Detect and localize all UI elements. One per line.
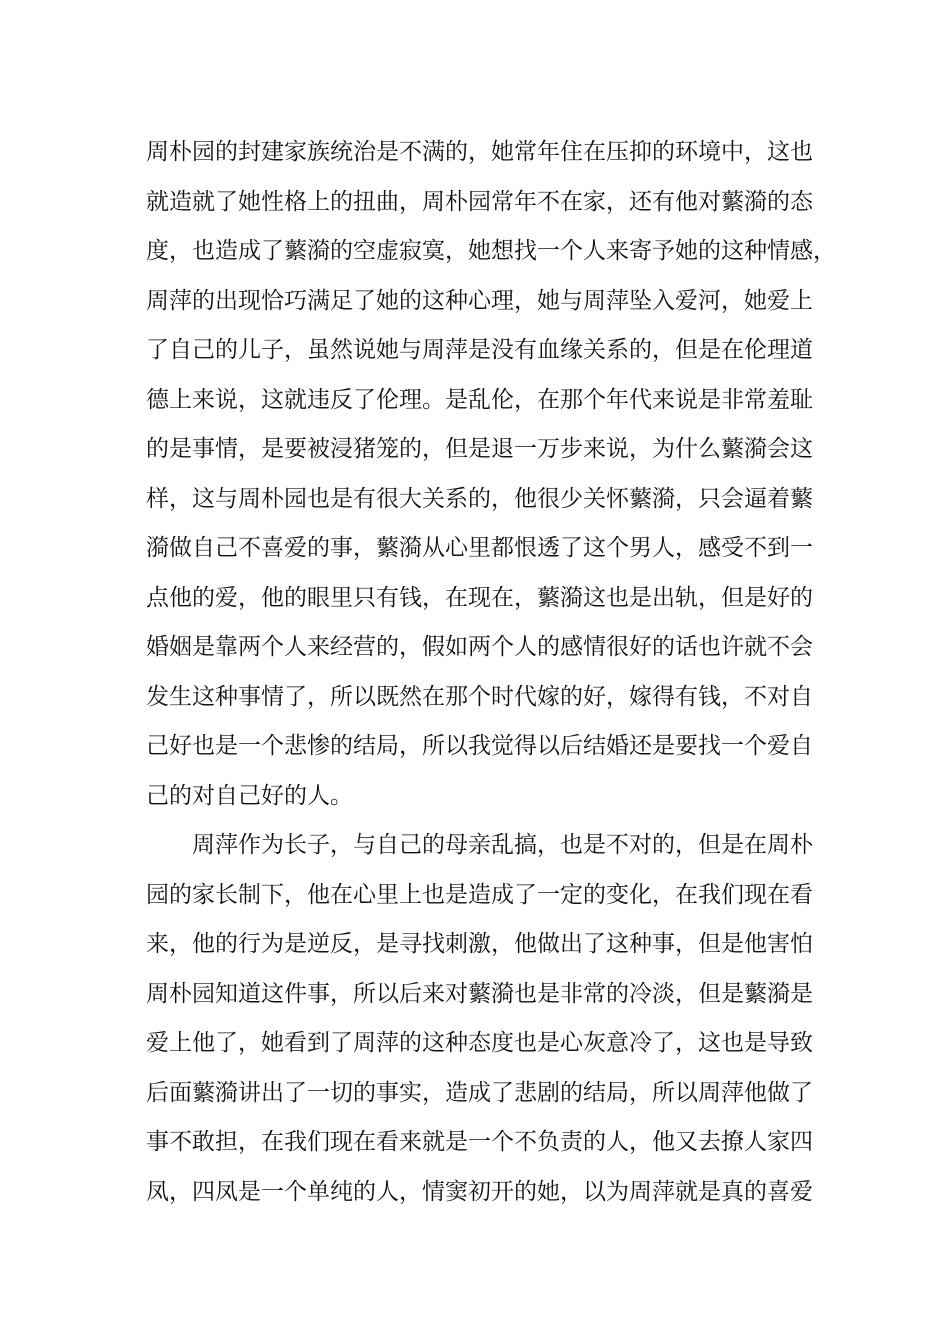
text-line: 凤，四凤是一个单纯的人，情窦初开的她，以为周萍就是真的喜爱 xyxy=(146,1178,813,1205)
text-line: 己好也是一个悲惨的结局，所以我觉得以后结婚还是要找一个爱自 xyxy=(146,733,813,759)
text-line: 周萍的出现恰巧满足了她的这种心理，她与周萍坠入爱河，她爱上 xyxy=(146,287,813,314)
paragraph-first-line: 周萍作为长子，与自己的母亲乱搞，也是不对的，但是在周朴 xyxy=(192,832,813,858)
text-line: 漪做自己不喜爱的事，蘩漪从心里都恨透了这个男人，感受不到一 xyxy=(146,535,813,561)
text-line: 周朴园的封建家族统治是不满的，她常年住在压抑的环境中，这也 xyxy=(146,139,813,165)
text-line: 己的对自己好的人。 xyxy=(146,782,353,809)
text-line: 周朴园知道这件事，所以后来对蘩漪也是非常的冷淡，但是蘩漪是 xyxy=(146,980,813,1007)
text-line: 后面蘩漪讲出了一切的事实，造成了悲剧的结局，所以周萍他做了 xyxy=(146,1079,813,1106)
text-line: 的是事情，是要被浸猪笼的，但是退一万步来说，为什么蘩漪会这 xyxy=(146,436,813,462)
text-line: 发生这种事情了，所以既然在那个时代嫁的好，嫁得有钱，不对自 xyxy=(146,683,813,710)
text-line: 事不敢担，在我们现在看来就是一个不负责的人，他又去撩人家四 xyxy=(146,1129,813,1155)
text-line: 园的家长制下，他在心里上也是造成了一定的变化，在我们现在看 xyxy=(146,881,813,908)
body-text xyxy=(146,128,836,1217)
text-line: 点他的爱，他的眼里只有钱，在现在，蘩漪这也是出轨，但是好的 xyxy=(146,584,813,611)
text-line: 度，也造成了蘩漪的空虚寂寞，她想找一个人来寄予她的这种情感， xyxy=(146,238,836,264)
text-line: 德上来说，这就违反了伦理。是乱伦，在那个年代来说是非常羞耻 xyxy=(146,386,813,413)
text-line: 爱上他了，她看到了周萍的这种态度也是心灰意冷了，这也是导致 xyxy=(146,1030,813,1056)
text-line: 婚姻是靠两个人来经营的，假如两个人的感情很好的话也许就不会 xyxy=(146,634,813,660)
text-line: 来，他的行为是逆反，是寻找刺激，他做出了这种事，但是他害怕 xyxy=(146,931,813,957)
text-line: 就造就了她性格上的扭曲，周朴园常年不在家，还有他对蘩漪的态 xyxy=(146,188,813,215)
text-line: 了自己的儿子，虽然说她与周萍是没有血缘关系的，但是在伦理道 xyxy=(146,337,813,363)
text-line: 样，这与周朴园也是有很大关系的，他很少关怀蘩漪，只会逼着蘩 xyxy=(146,485,813,512)
